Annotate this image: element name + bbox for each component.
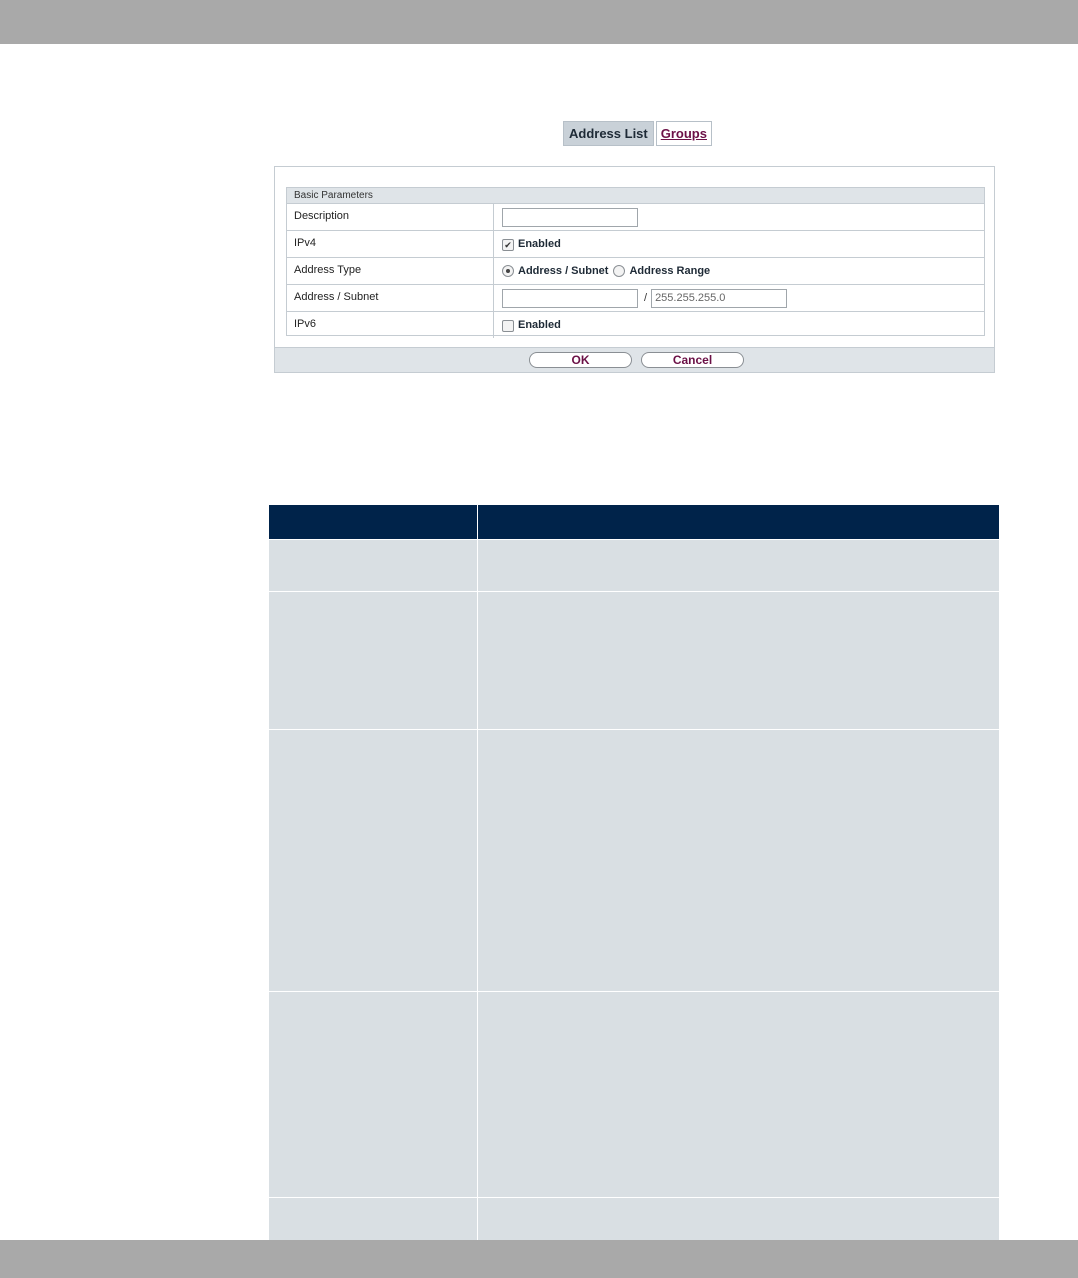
description-label: Description: [287, 204, 494, 230]
address-subnet-row: [287, 285, 984, 312]
address-range-radio-label: Address Range: [629, 265, 711, 277]
address-type-label: Address Type: [287, 258, 494, 284]
tab-groups[interactable]: Groups: [656, 121, 712, 146]
table-row: [269, 540, 999, 592]
form-button-bar: [275, 347, 994, 372]
ok-button[interactable]: OK: [529, 352, 632, 368]
ipv4-enabled-checkbox[interactable]: ✔: [502, 239, 514, 251]
basic-parameters-fieldset: [286, 187, 985, 336]
ipv4-row: [287, 231, 984, 258]
address-range-radio[interactable]: [613, 265, 625, 277]
help-header-field: [269, 505, 478, 540]
table-row: [269, 592, 999, 730]
ipv6-enabled-label: Enabled: [518, 319, 561, 331]
top-bar: [0, 0, 1078, 44]
address-type-row: [287, 258, 984, 285]
ipv4-enabled-label: Enabled: [518, 238, 561, 250]
form-panel: [274, 166, 995, 373]
subnet-separator: /: [644, 292, 648, 304]
tab-address-list[interactable]: Address List: [563, 121, 654, 146]
fieldset-legend: Basic Parameters: [287, 188, 984, 204]
tab-bar: [563, 121, 712, 146]
address-subnet-label: Address / Subnet: [287, 285, 494, 311]
ipv4-label: IPv4: [287, 231, 494, 257]
ipv6-label: IPv6: [287, 312, 494, 338]
address-input[interactable]: [502, 289, 638, 308]
help-table-header: [269, 505, 999, 540]
description-input[interactable]: [502, 208, 638, 227]
help-header-description: [478, 505, 1000, 540]
cancel-button[interactable]: Cancel: [641, 352, 744, 368]
table-row: [269, 992, 999, 1198]
netmask-input[interactable]: [651, 289, 787, 308]
address-subnet-radio-label: Address / Subnet: [518, 265, 609, 277]
ipv6-row: [287, 312, 984, 338]
ipv6-enabled-checkbox[interactable]: [502, 320, 514, 332]
bottom-bar: [0, 1240, 1078, 1278]
help-table: [269, 505, 999, 1258]
table-row: [269, 730, 999, 992]
description-row: [287, 204, 984, 231]
address-subnet-radio[interactable]: [502, 265, 514, 277]
